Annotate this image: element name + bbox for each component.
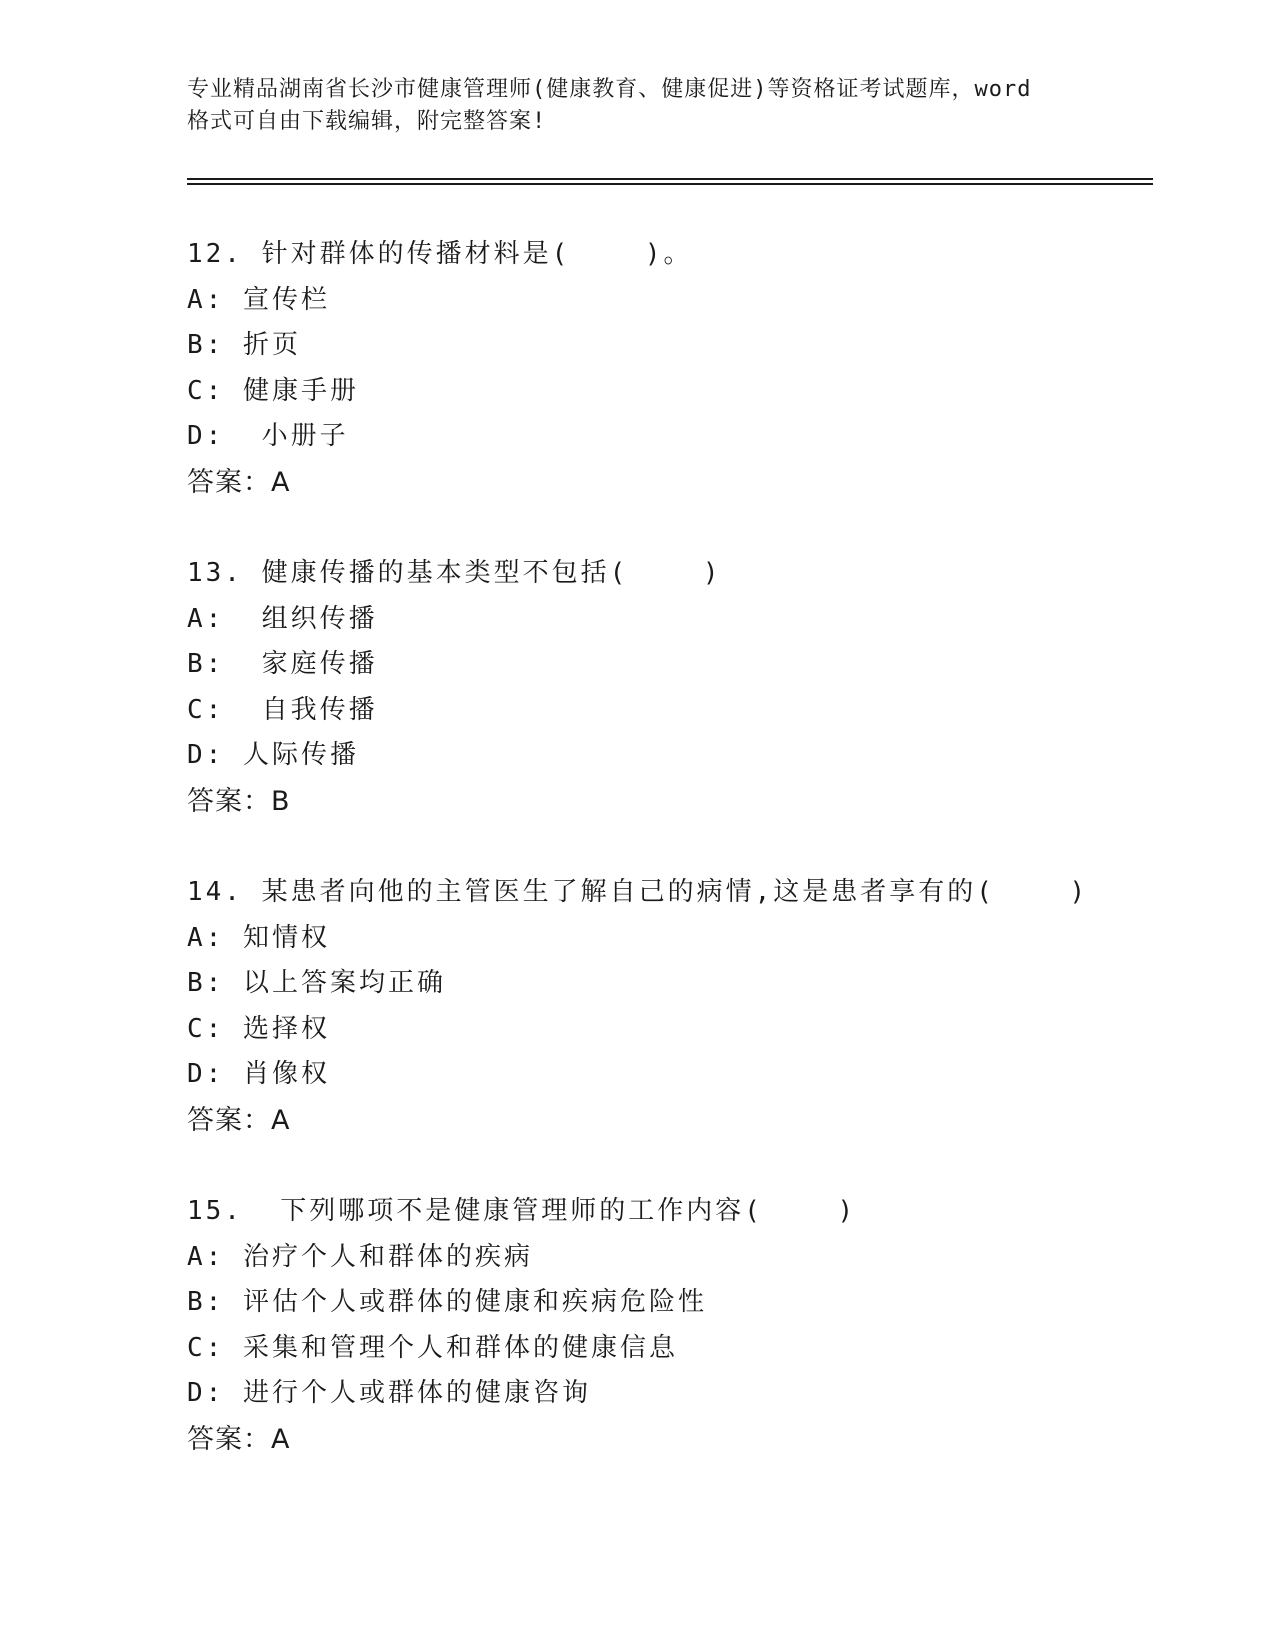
option-a: A: 组织传播 xyxy=(187,603,378,634)
question-15 xyxy=(187,1189,1187,1462)
document-header xyxy=(187,74,1087,138)
header-divider-top xyxy=(187,178,1153,180)
answer-line: 答案：A xyxy=(187,1104,291,1136)
header-line-1: 专业精品湖南省长沙市健康管理师(健康教育、健康促进)等资格证考试题库，word xyxy=(187,77,1032,102)
answer-line: 答案：A xyxy=(187,466,291,498)
question-stem: 14. 某患者向他的主管医生了解自己的病情,这是患者享有的( ) xyxy=(187,877,1089,907)
option-c: C: 采集和管理个人和群体的健康信息 xyxy=(187,1332,678,1363)
question-12 xyxy=(187,232,1187,505)
question-stem: 15. 下列哪项不是健康管理师的工作内容( ) xyxy=(187,1196,857,1226)
header-line-2: 格式可自由下载编辑，附完整答案! xyxy=(187,109,547,134)
option-b: B: 以上答案均正确 xyxy=(187,968,446,998)
answer-line: 答案：B xyxy=(187,785,291,817)
option-b: B: 评估个人或群体的健康和疾病危险性 xyxy=(187,1287,707,1317)
option-d: D: 小册子 xyxy=(187,421,349,451)
option-c: C: 选择权 xyxy=(187,1013,330,1044)
option-d: D: 人际传播 xyxy=(187,740,359,770)
option-c: C: 健康手册 xyxy=(187,375,359,406)
option-b: B: 折页 xyxy=(187,330,301,360)
answer-line: 答案：A xyxy=(187,1423,291,1455)
question-14 xyxy=(187,870,1187,1143)
option-a: A: 治疗个人和群体的疾病 xyxy=(187,1241,533,1272)
question-13 xyxy=(187,551,1187,824)
header-divider-bottom xyxy=(187,183,1153,185)
option-c: C: 自我传播 xyxy=(187,694,378,725)
option-a: A: 宣传栏 xyxy=(187,284,330,315)
option-a: A: 知情权 xyxy=(187,922,330,953)
option-d: D: 肖像权 xyxy=(187,1059,330,1089)
option-b: B: 家庭传播 xyxy=(187,649,378,679)
question-stem: 13. 健康传播的基本类型不包括( ) xyxy=(187,558,722,588)
option-d: D: 进行个人或群体的健康咨询 xyxy=(187,1378,591,1408)
question-stem: 12. 针对群体的传播材料是( )。 xyxy=(187,239,693,269)
